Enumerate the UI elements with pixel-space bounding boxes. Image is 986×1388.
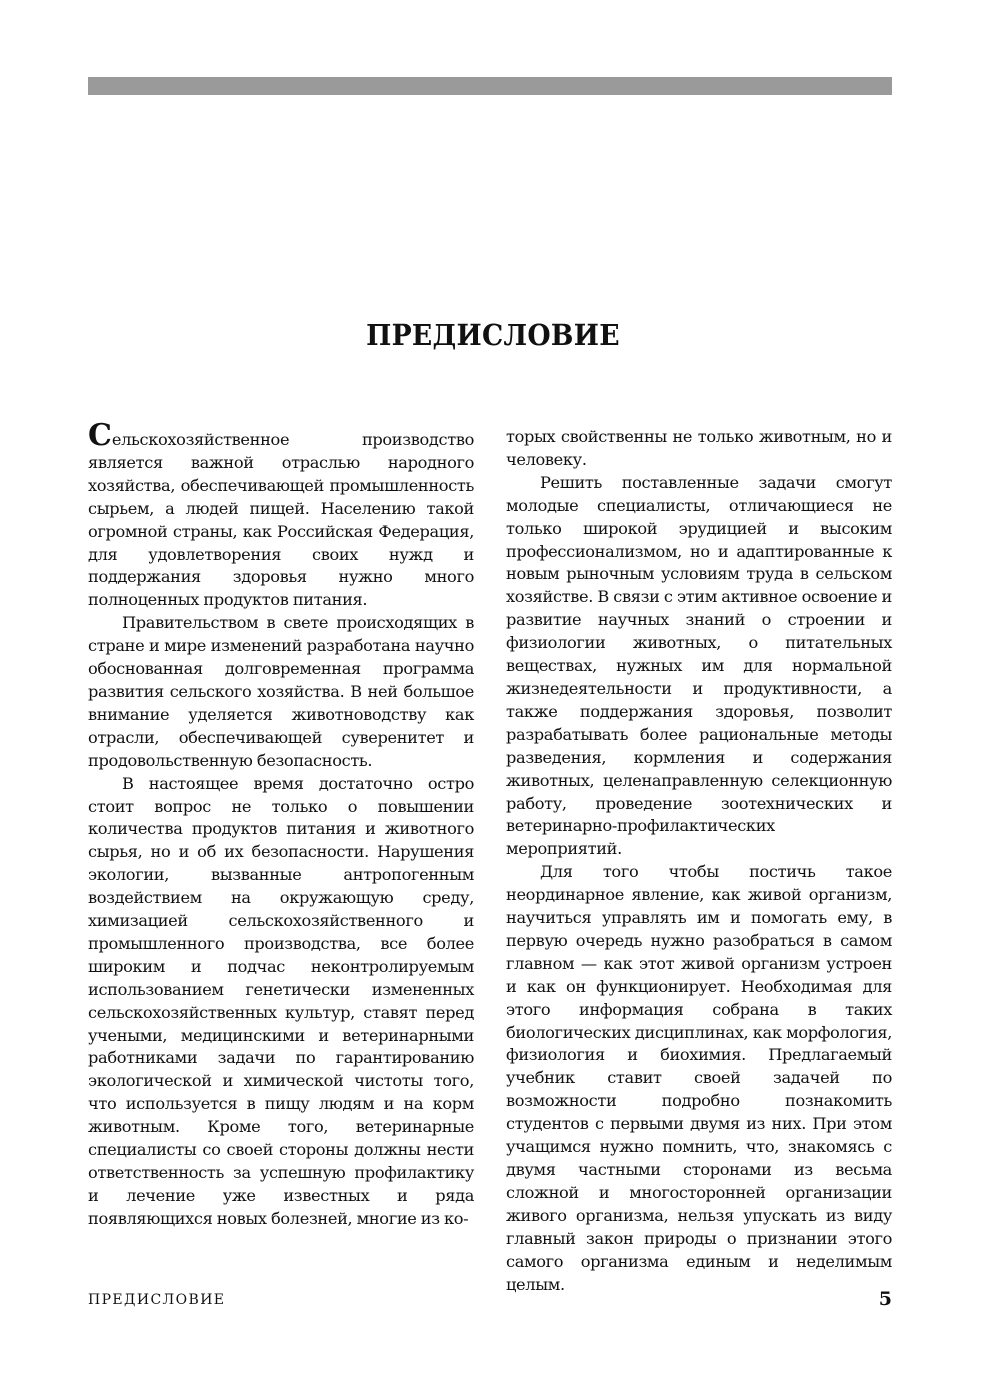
paragraph: В настоящее время достаточно остро стоит вопрос не только о повышении количества продуктов питания и животного сырья, но и об их безопасности. Нарушения экологии, вызванные антропогенным воздействием на окружающую среду, химизацией сельскохозяйственного и промышленного производства, все более широким и подчас неконтролируемым использованием генетически измененных сельскохозяйственных культур, ставят перед учеными, медицинскими и ветеринарными работниками задачи по гарантированию экологической и химической чистоты того, что используется в пищу людям и на корм животным. Кроме того, ветеринарные специалисты со своей стороны должны нести ответственность за успешную профилактику и лечение уже известных и ряда появляющихся новых болезней, многие из ко-: [88, 773, 474, 1228]
paragraph-continuation: торых свойственны не только животным, но и человеку.: [506, 427, 892, 469]
header-rule: [88, 77, 892, 95]
page-number: 5: [878, 1288, 892, 1310]
paragraph: Правительством в свете происходящих в стране и мире изменений разработана научно обоснованная долговременная программа развития сельского хозяйства. В ней большое внимание уделяется животноводству как отрасли, обеспечивающей суверенитет и продовольственную безопасность.: [88, 613, 474, 770]
paragraph-intro: [88, 418, 474, 612]
paragraph: Для того чтобы постичь такое неординарное явление, как живой организм, научиться управлять им и помогать ему, в первую очередь нужно разобраться в самом главном — как этот живой организм устроен и как он функционирует. Необходимая для этого информация собрана в таких биологических дисциплинах, как морфология, физиология и биохимия. Предлагаемый учебник ставит своей задачей по возможности подробно познакомить студентов с первыми двумя из них. При этом учащимся нужно помнить, что, знакомясь с двумя частными сторонами из весьма сложной и многосторонней организации живого организма, нельзя упускать из виду главный закон природы о признании этого самого организма единым и неделимым целым.: [506, 862, 892, 1294]
drop-cap: С: [88, 418, 112, 453]
paragraph-intro-text: ельскохозяйственное производство является важной отраслью народного хозяйства, обеспечивающей промышленность сырьем, а людей пищей. Населению такой огромной страны, как Российская Федерация, для удовлетворения своих нужд и поддержания здоровья нужно много полноценных продуктов питания.: [88, 430, 474, 610]
left-column: [88, 418, 474, 1231]
running-footer: ПРЕДИСЛОВИЕ: [88, 1292, 226, 1308]
right-column: [506, 426, 892, 1296]
paragraph: Решить поставленные задачи смогут молодые специалисты, отличающиеся не только широкой эрудицией и высоким профессионализмом, но и адаптированные к новым рыночным условиям труда в сельском хозяйстве. В связи с этим активное освоение и развитие научных знаний о строении и физиологии животных, о питательных веществах, нужных им для нормальной жизнедеятельности и продуктивности, а также поддержания здоровья, позволит разрабатывать более рациональные методы разведения, кормления и содержания животных, целенаправленную селекционную работу, проведение зоотехнических и ветеринарно-профилактических мероприятий.: [506, 472, 892, 859]
page-title: ПРЕДИСЛОВИЕ: [366, 318, 620, 352]
